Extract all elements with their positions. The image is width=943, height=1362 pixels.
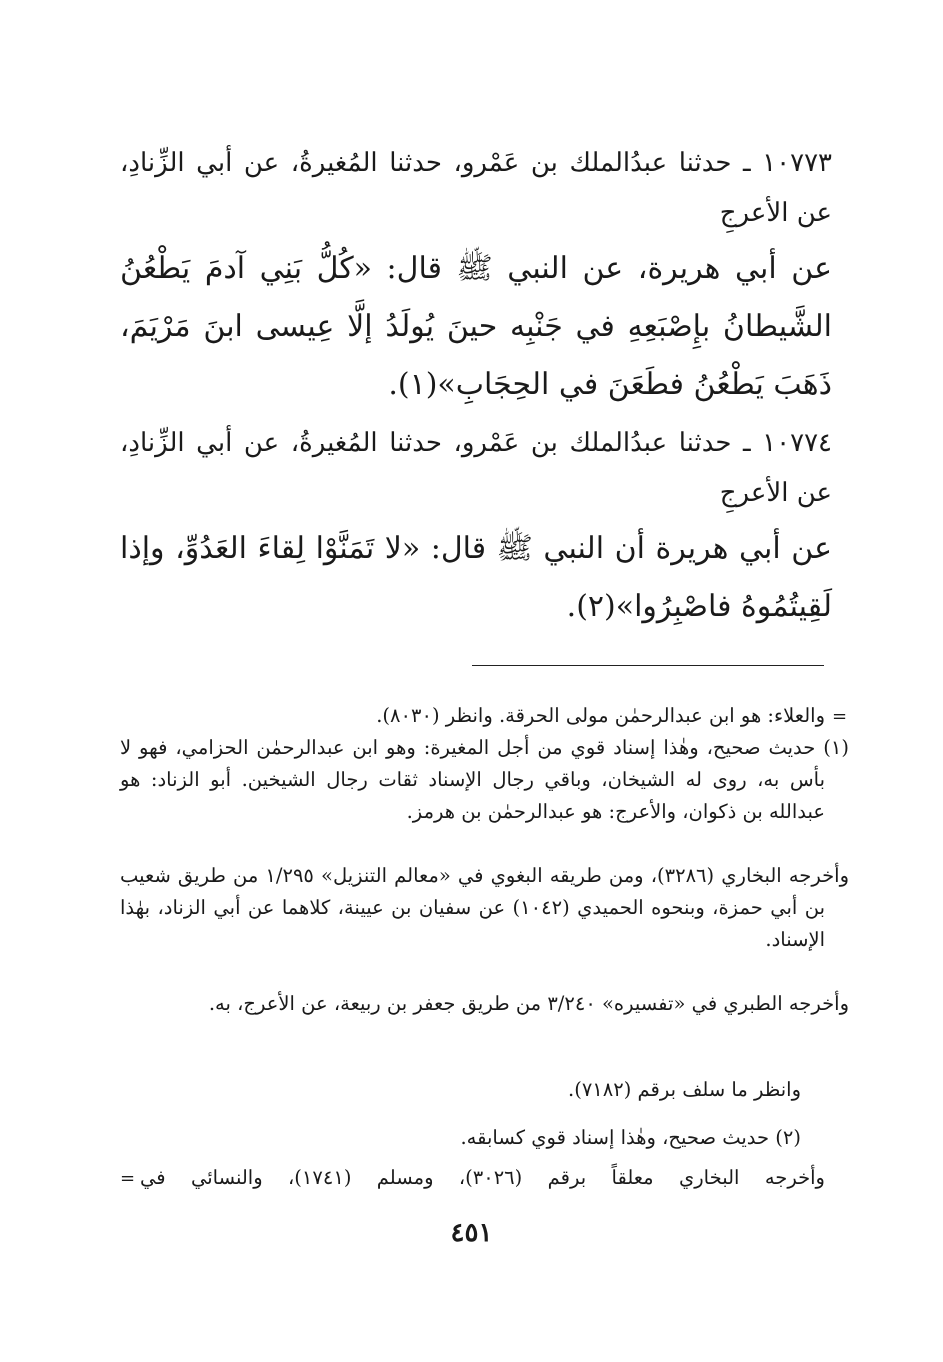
footnote-divider [472,665,824,666]
entry-10773-isnad: ١٠٧٧٣ ـ حدثنا عبدُالملك بن عَمْرو، حدثنا المُغيرةُ، عن أبي الزِّنادِ، عن الأعرجِ [120,148,832,228]
footnote-2-takhrij: وأخرجه البخاري معلقاً برقم (٣٠٢٦)، ومسلم (١٧٤١)، والنسائي في [140,1166,825,1189]
footnote-1-see-also: وانظر ما سلف برقم (٧١٨٢). [568,1078,801,1101]
entry-10773-matn: عن أبي هريرة، عن النبي ﷺ قال: «كُلُّ بَنِي آدمَ يَطْعُنُ الشَّيطانُ بإِصْبَعِهِ في جَنْبِه حينَ يُولَدُ إلَّا عِيسى ابنَ مَرْيَمَ، ذَهَبَ يَطْعُنُ فطَعَنَ في الحِجَابِ»(١). [120,251,832,402]
entry-10774-isnad: ١٠٧٧٤ ـ حدثنا عبدُالملك بن عَمْرو، حدثنا المُغيرةُ، عن أبي الزِّنادِ، عن الأعرجِ [120,428,832,508]
continued-marker: = [832,706,848,727]
entry-10774-matn: عن أبي هريرة أن النبي ﷺ قال: «لا تَمَنَّوْا لِقاءَ العَدُوِّ، وإذا لَقِيتُمُوهُ فاصْبِرُوا»(٢). [120,531,832,624]
footnote-continued: والعلاء: هو ابن عبدالرحمٰن مولى الحرقة. وانظر (٨٠٣٠). [376,704,825,727]
footnote-2: (٢) حديث صحيح، وهٰذا إسناد قوي كسابقه. [460,1126,801,1149]
footnote-1-takhrij: وأخرجه البخاري (٣٢٨٦)، ومن طريقه البغوي في «معالم التنزيل» ١/٢٩٥ من طريق شعيب بن أبي حمزة، وبنحوه الحميدي (١٠٤٢) عن سفيان بن عيينة، كلاهما عن أبي الزناد، بهٰذا الإسناد. [120,864,849,951]
footnote-1-tabari: وأخرجه الطبري في «تفسيره» ٣/٢٤٠ من طريق جعفر بن ربيعة، عن الأعرج، به. [208,992,849,1015]
page-number: ٤٥١ [450,1218,493,1248]
footnote-1: (١) حديث صحيح، وهٰذا إسناد قوي من أجل المغيرة: وهو ابن عبدالرحمٰن الحزامي، فهو لا بأس به، روى له الشيخان، وباقي رجال الإسناد ثقات رجال الشيخين. أبو الزناد: هو عبدالله بن ذكوان، والأعرج: هو عبدالرحمٰن بن هرمز. [120,736,849,823]
continue-marker: = [120,1168,136,1189]
